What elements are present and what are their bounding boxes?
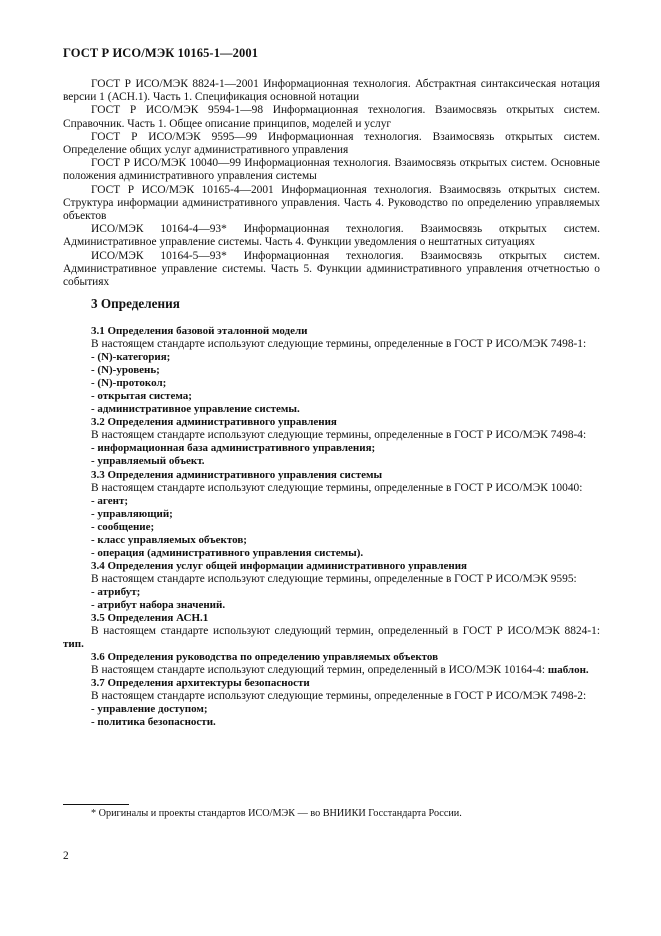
subsection-intro: В настоящем стандарте используют следующий термин, определенный в ИСО/МЭК 10164-4: шаблон. <box>91 664 589 677</box>
term-item: - управляющий; <box>91 507 173 520</box>
normative-references <box>63 78 600 289</box>
subsection-intro: В настоящем стандарте используют следующие термины, определенные в ГОСТ Р ИСО/МЭК 7498-1: <box>91 338 587 351</box>
term-item: - информационная база административного управления; <box>91 442 376 455</box>
footnote-divider <box>63 804 129 805</box>
subsection-intro: В настоящем стандарте используют следующие термины, определенные в ГОСТ Р ИСО/МЭК 9595: <box>91 572 577 585</box>
term-item: - (N)-категория; <box>91 351 171 364</box>
subsection-heading: 3.7 Определения архитектуры безопасности <box>91 677 310 690</box>
term-item: - (N)-уровень; <box>91 364 160 377</box>
term-inline: шаблон. <box>547 664 589 677</box>
subsection-intro: В настоящем стандарте используют следующие термины, определенные в ГОСТ Р ИСО/МЭК 7498-4: <box>91 429 587 442</box>
subsection-heading: 3.5 Определения АСН.1 <box>91 612 209 625</box>
reference-item: ГОСТ Р ИСО/МЭК 10165-4—2001 Информационная технология. Взаимосвязь открытых систем. Структура информации административного управления. Часть 4. Руководство по определению управляемых объектов <box>63 183 600 223</box>
reference-item: ГОСТ Р ИСО/МЭК 9595—99 Информационная технология. Взаимосвязь открытых систем. Определение общих услуг административного управления <box>63 130 600 157</box>
term-item: - открытая система; <box>91 390 192 403</box>
term-item: - сообщение; <box>91 520 155 533</box>
term-item: - (N)-протокол; <box>91 377 167 390</box>
term-item: - класс управляемых объектов; <box>91 533 247 546</box>
term-item: - атрибут набора значений. <box>91 598 226 611</box>
subsection-heading: 3.4 Определения услуг общей информации административного управления <box>91 559 468 572</box>
term-item: - атрибут; <box>91 585 141 598</box>
page-number: 2 <box>63 850 69 862</box>
reference-item: ИСО/МЭК 10164-4—93* Информационная технология. Взаимосвязь открытых систем. Административное управление системы. Часть 4. Функции уведомления о нештатных ситуациях <box>63 223 600 249</box>
term-inline: тип. <box>63 638 84 651</box>
section-title: 3 Определения <box>91 296 180 311</box>
subsection-intro: В настоящем стандарте используют следующие термины, определенные в ГОСТ Р ИСО/МЭК 10040: <box>91 481 583 494</box>
reference-item: ГОСТ Р ИСО/МЭК 8824-1—2001 Информационная технология. Абстрактная синтаксическая нотация версии 1 (АСН.1). Часть 1. Спецификация основной нотации <box>63 78 600 104</box>
page-header: ГОСТ Р ИСО/МЭК 10165-1—2001 <box>63 46 259 60</box>
term-item: - управляемый объект. <box>91 455 205 468</box>
reference-item: ГОСТ Р ИСО/МЭК 9594-1—98 Информационная технология. Взаимосвязь открытых систем. Справочник. Часть 1. Общее описание принципов, моделей и услуг <box>63 104 600 130</box>
subsection-intro: В настоящем стандарте используют следующие термины, определенные в ГОСТ Р ИСО/МЭК 7498-2: <box>91 690 587 703</box>
subsection-heading: 3.3 Определения административного управления системы <box>91 468 383 481</box>
reference-item: ГОСТ Р ИСО/МЭК 10040—99 Информационная технология. Взаимосвязь открытых систем. Основные положения административного управления системы <box>63 157 600 183</box>
term-item: - административное управление системы. <box>91 403 300 416</box>
term-item: - агент; <box>91 494 129 507</box>
subsection-heading: 3.1 Определения базовой эталонной модели <box>91 325 308 337</box>
term-item: - политика безопасности. <box>91 716 216 729</box>
reference-item: ИСО/МЭК 10164-5—93* Информационная технология. Взаимосвязь открытых систем. Административное управление системы. Часть 5. Функции административного управления отчетностью о событиях <box>63 249 600 289</box>
term-item: - операция (административного управления системы). <box>91 546 364 559</box>
subsection-intro: В настоящем стандарте используют следующий термин, определенный в ГОСТ Р ИСО/МЭК 8824-1: тип. <box>63 625 600 651</box>
subsection-heading: 3.6 Определения руководства по определению управляемых объектов <box>91 651 439 664</box>
subsection-heading: 3.2 Определения административного управления <box>91 416 337 429</box>
term-item: - управление доступом; <box>91 703 208 716</box>
footnote: * Оригиналы и проекты стандартов ИСО/МЭК — во ВНИИКИ Госстандарта России. <box>91 808 462 819</box>
definitions-list <box>63 325 600 729</box>
